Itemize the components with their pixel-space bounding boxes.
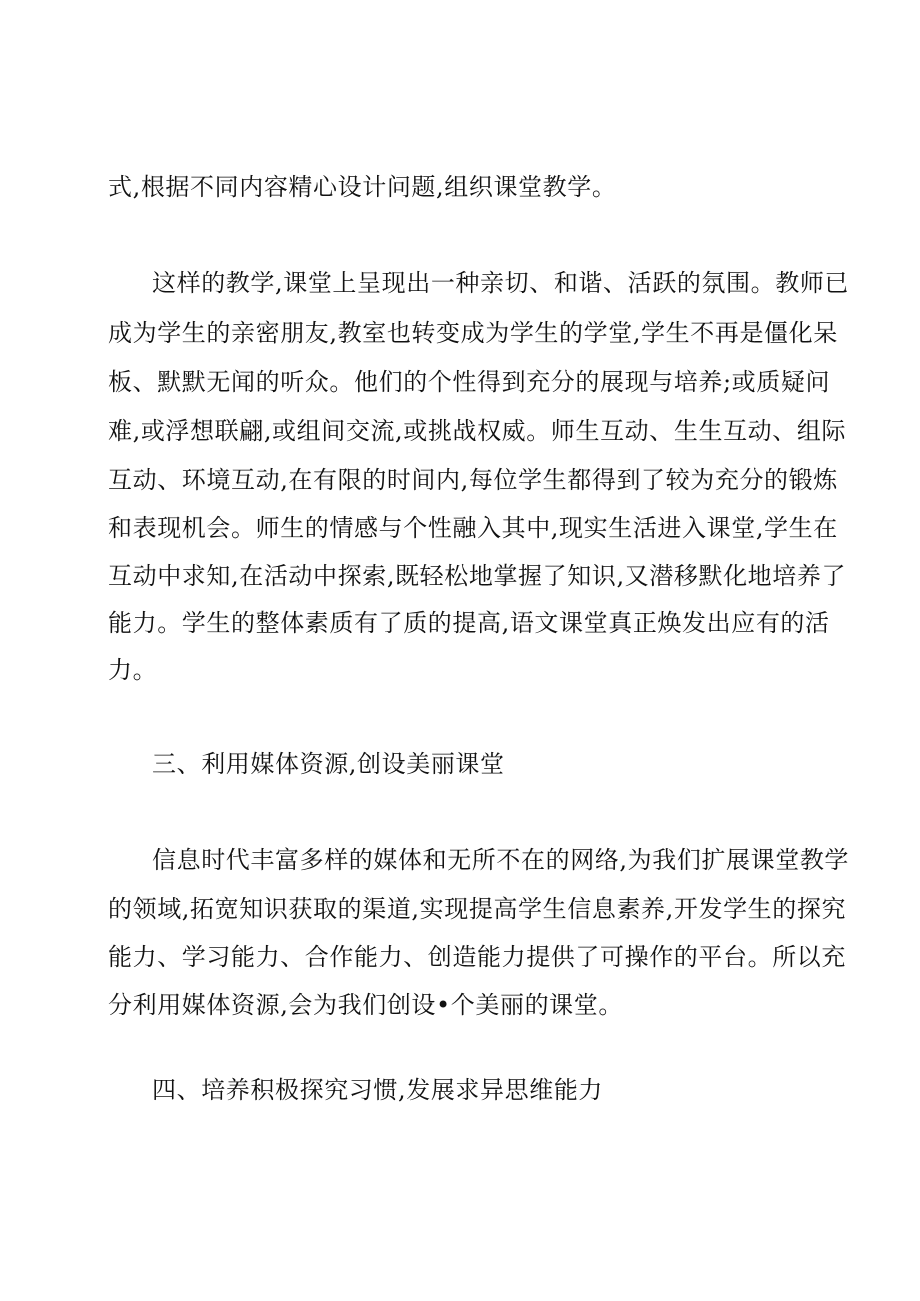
- paragraph-line: 互动、环境互动,在有限的时间内,每位学生都得到了较为充分的锻炼: [108, 466, 838, 494]
- paragraph-line: 难,或浮想联翩,或组间交流,或挑战权威。师生互动、生生互动、组际: [108, 417, 847, 445]
- paragraph-line: 板、默默无闻的听众。他们的个性得到充分的展现与培养;或质疑问: [108, 368, 831, 396]
- section-heading: 三、利用媒体资源,创设美丽课堂: [152, 750, 505, 778]
- paragraph-line: 分利用媒体资源,会为我们创设•个美丽的课堂。: [108, 991, 623, 1019]
- section-heading: 四、培养积极探究习惯,发展求异思维能力: [152, 1076, 604, 1104]
- paragraph-line: 式,根据不同内容精心设计问题,组织课堂教学。: [108, 173, 617, 201]
- paragraph-line: 力。: [108, 656, 158, 684]
- paragraph-line: 成为学生的亲密朋友,教室也转变成为学生的学堂,学生不再是僵化呆: [108, 319, 838, 347]
- paragraph-line: 的领域,拓宽知识获取的渠道,实现提高学生信息素养,开发学生的探究: [108, 895, 847, 923]
- paragraph-line: 信息时代丰富多样的媒体和无所不在的网络,为我们扩展课堂教学: [152, 846, 850, 874]
- paragraph-line: 这样的教学,课堂上呈现出一种亲切、和谐、活跃的氛围。教师已: [152, 269, 850, 297]
- paragraph-line: 和表现机会。师生的情感与个性融入其中,现实生活进入课堂,学生在: [108, 514, 838, 542]
- paragraph-line: 能力、学习能力、合作能力、创造能力提供了可操作的平台。所以充: [108, 943, 846, 971]
- paragraph-line: 能力。学生的整体素质有了质的提高,语文课堂真正焕发出应有的活: [108, 609, 830, 637]
- paragraph-line: 互动中求知,在活动中探索,既轻松地掌握了知识,又潜移默化地培养了: [108, 562, 847, 590]
